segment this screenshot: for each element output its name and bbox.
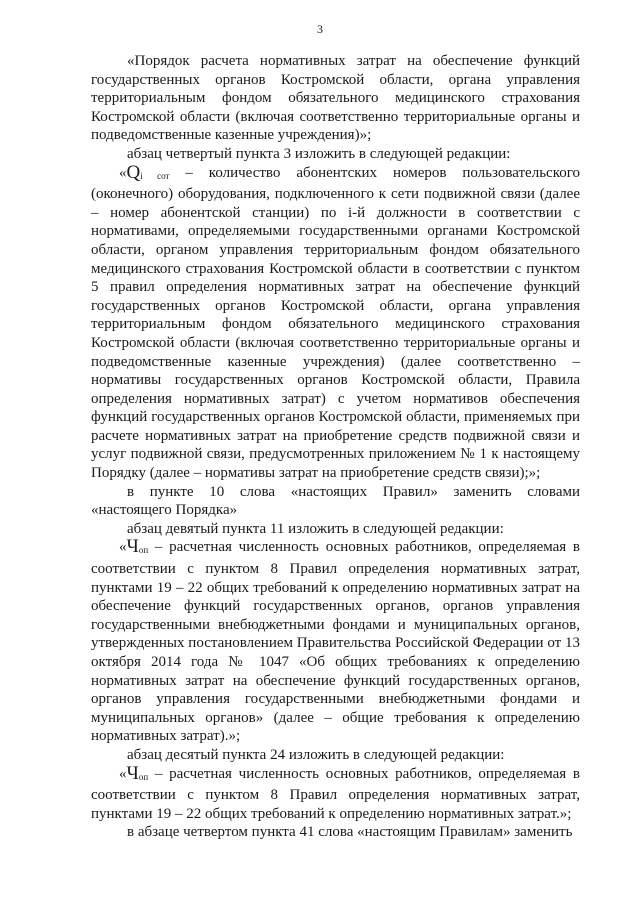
- paragraph-formula-definition: [91, 161, 580, 483]
- open-quote: «: [119, 539, 127, 556]
- paragraph-instruction: абзац четвертый пункта 3 изложить в следующей редакции:: [127, 145, 511, 162]
- paragraph-instruction: в пункте 10 слова «настоящих Правил» заменить словами «настоящего Порядка»: [91, 483, 580, 519]
- paragraph-instruction: абзац девятый пункта 11 изложить в следующей редакции:: [127, 520, 504, 537]
- paragraph-instruction: абзац десятый пункта 24 изложить в следующей редакции:: [127, 746, 505, 763]
- definition-text: – расчетная численность основных работников, определяемая в соответствии с пунктом 8 Правил определения нормативных затрат, пунктами 19 – 22 общих требований к определению нормативных затрат на обеспечение функций государственных органов, органов управления государственными внебюджетными фондами и муниципальных органов, утвержденных постановлением Правительства Российской Федерации от 13 октября 2014 года № 1047 «Об общих требованиях к определению нормативных затрат на обеспечение функций государственных органов, органов управления государственными внебюджетными фондами и муниципальных органов» (далее – общие требования к определению нормативных затрат).»;: [91, 539, 580, 745]
- formula-symbol: Q: [126, 161, 141, 183]
- paragraph-formula-definition: [91, 538, 580, 746]
- paragraph-title-quote: «Порядок расчета нормативных затрат на обеспечение функций государственных органов Костромской области, органа управления территориальным фондом обязательного медицинского страхования Костромской области (включая соответственно территориальные органы и подведомственные казенные учреждения)»;: [91, 53, 580, 144]
- definition-text: – количество абонентских номеров пользовательского (оконечного) оборудования, подключенного к сети подвижной связи (далее – номер абонентской станции) по i-й должности в соответствии с нормативами, определяемыми государственными органами Костромской области, органом управления территориальным фондом обязательного медицинского страхования Костромской области в соответствии с пунктом 5 правил определения нормативных затрат на обеспечение функций государственных органов Костромской области, органа управления территориальным фондом обязательного медицинского страхования Костромской области (включая соответственно территориальные органы и подведомственные казенные учреждения) (далее соответственно – нормативы государственных органов Костромской области, Правила определения нормативных затрат) с учетом нормативов обеспечения функций государственных органов Костромской области, применяемых при расчете нормативных затрат на приобретение средств подвижной связи и услуг подвижной связи, предусмотренных приложением № 1 к настоящему Порядку (далее – нормативы затрат на приобретение средств связи);»;: [91, 164, 580, 482]
- open-quote: «: [119, 765, 127, 782]
- page-number: 3: [317, 22, 323, 36]
- formula-symbol: Ч: [126, 536, 139, 558]
- paragraph-instruction: в абзаце четвертом пункта 41 слова «настоящим Правилам» заменить: [127, 824, 573, 841]
- document-body: [91, 52, 580, 842]
- formula-subscript: i сот: [140, 170, 170, 181]
- open-quote: «: [119, 164, 127, 181]
- formula-symbol: Ч: [126, 762, 139, 784]
- definition-text: – расчетная численность основных работников, определяемая в соответствии с пунктом 8 Правил определения нормативных затрат, пунктами 19 – 22 общих требований к определению нормативных затрат.»;: [91, 765, 580, 822]
- formula-subscript: оп: [138, 771, 149, 782]
- formula-subscript: оп: [138, 545, 149, 556]
- paragraph-formula-definition: [91, 762, 580, 824]
